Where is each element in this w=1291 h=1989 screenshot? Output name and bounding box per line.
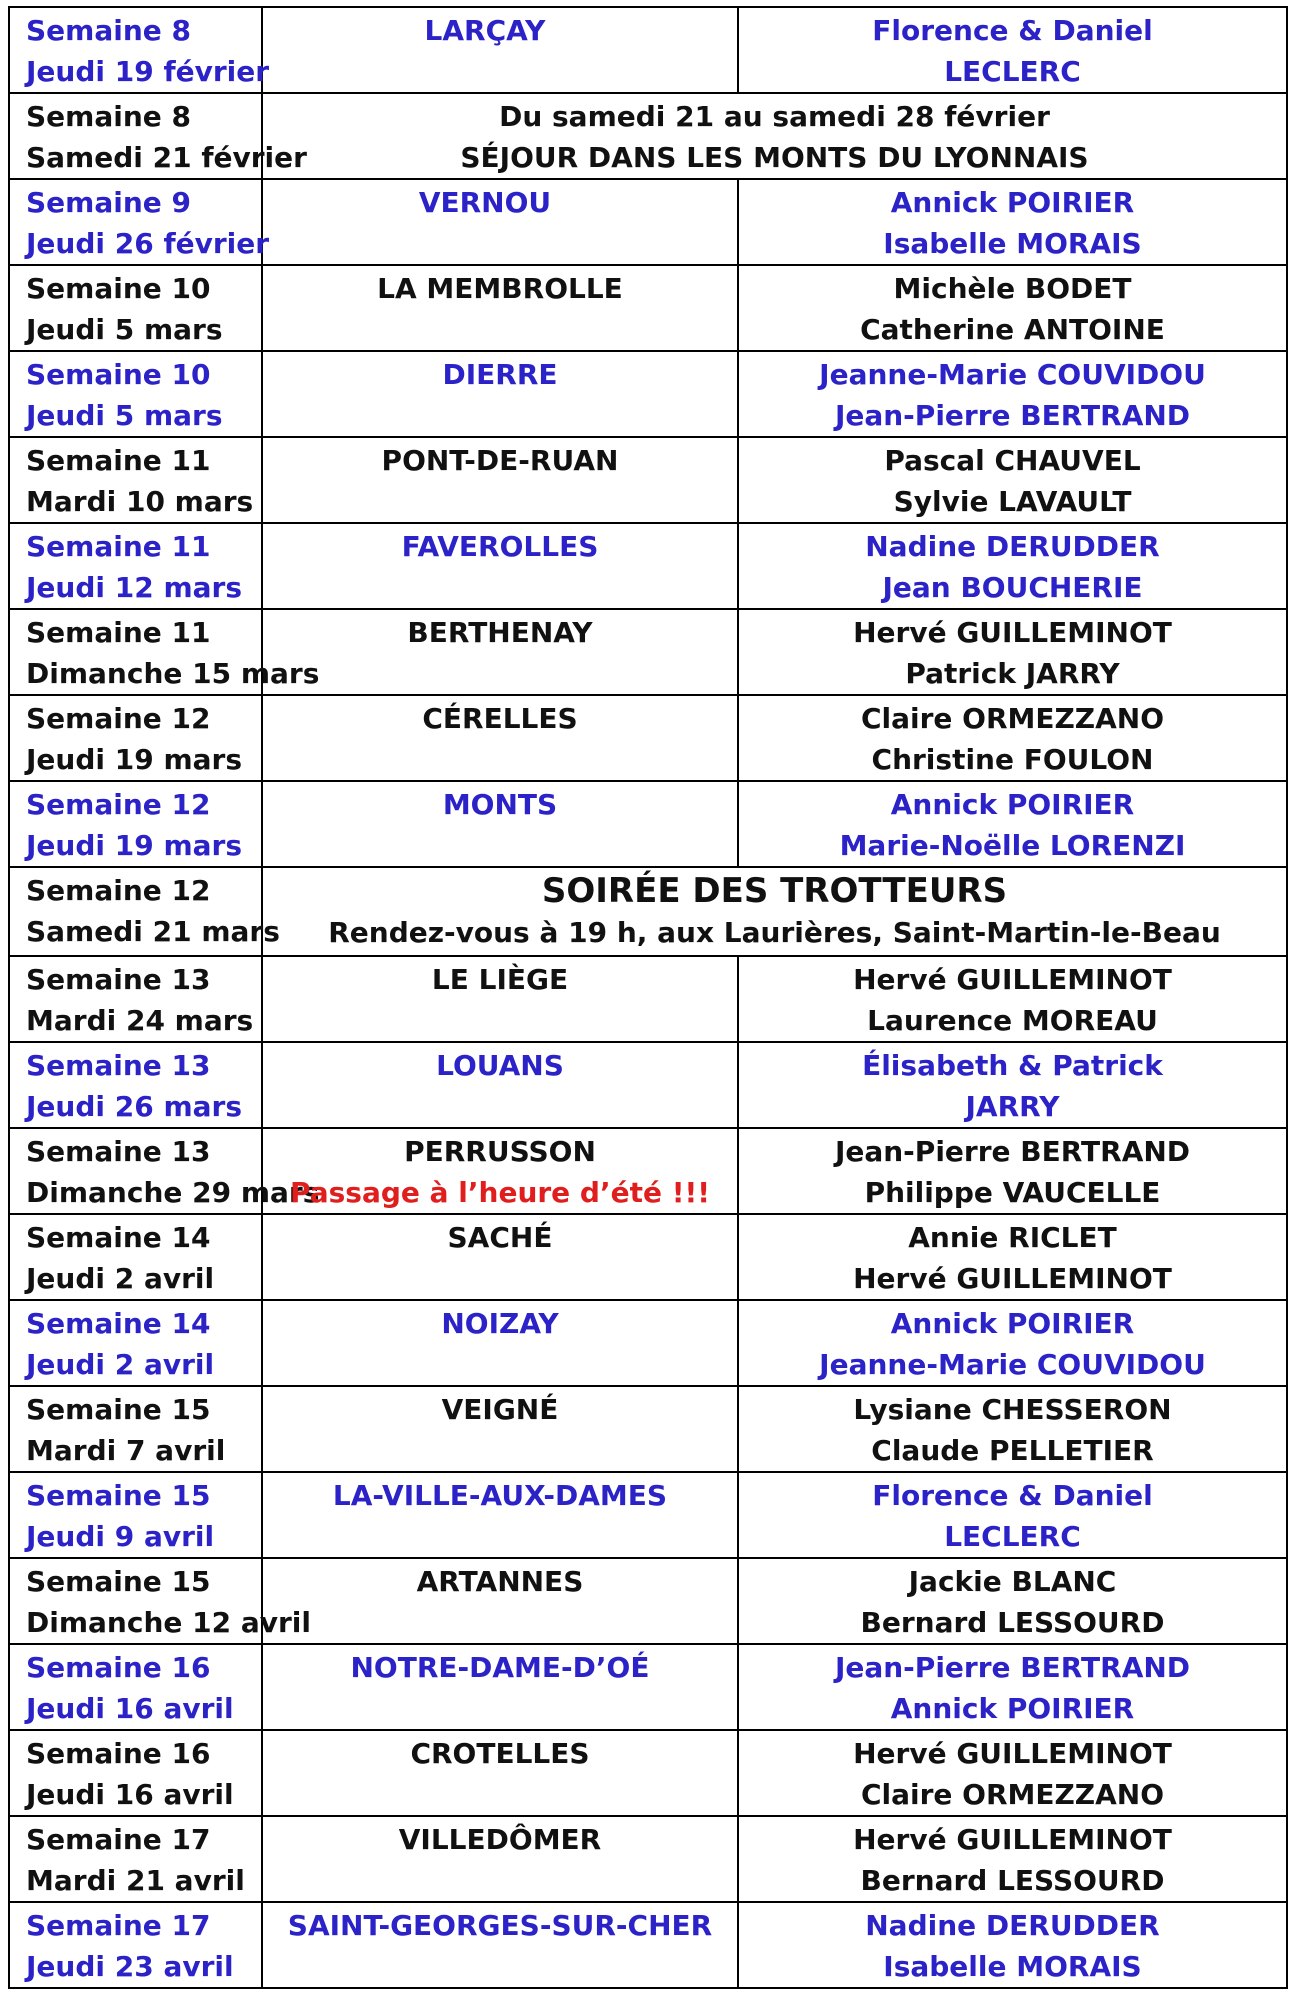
place-cell xyxy=(262,1300,738,1386)
day-label: Jeudi 5 mars xyxy=(26,313,223,346)
leaders-cell xyxy=(738,1214,1287,1300)
day-label: Mardi 10 mars xyxy=(26,485,254,518)
table-row xyxy=(9,179,1287,265)
leaders-cell xyxy=(738,351,1287,437)
leaders-cell xyxy=(738,1042,1287,1128)
place-cell xyxy=(262,1472,738,1558)
date-cell xyxy=(9,1128,320,1214)
leaders-cell xyxy=(738,265,1287,351)
table-row xyxy=(9,609,1287,695)
leader-name: Hervé GUILLEMINOT xyxy=(853,1262,1172,1295)
leader-name: Élisabeth & Patrick xyxy=(862,1049,1163,1082)
leader-name: Nadine DERUDDER xyxy=(865,1909,1160,1942)
leader-name: Bernard LESSOURD xyxy=(860,1864,1165,1897)
leaders-cell xyxy=(738,179,1287,265)
leader-name: Annick POIRIER xyxy=(890,186,1135,219)
day-label: Mardi 24 mars xyxy=(26,1004,254,1037)
day-label: Mardi 21 avril xyxy=(26,1864,245,1897)
event-cell xyxy=(262,93,1287,179)
place-name: LE LIÈGE xyxy=(431,963,569,996)
table-row xyxy=(9,265,1287,351)
date-cell xyxy=(9,1472,262,1558)
week-label: Semaine 13 xyxy=(26,1049,211,1082)
table-row xyxy=(9,1386,1287,1472)
place-name: PONT-DE-RUAN xyxy=(381,444,619,477)
leader-name: Marie-Noëlle LORENZI xyxy=(839,829,1186,862)
leader-name: Lysiane CHESSERON xyxy=(853,1393,1172,1426)
week-label: Semaine 8 xyxy=(26,14,191,47)
week-label: Semaine 16 xyxy=(26,1737,211,1770)
leader-name: Catherine ANTOINE xyxy=(860,313,1165,346)
date-cell xyxy=(9,867,280,956)
leaders-cell xyxy=(738,1386,1287,1472)
day-label: Jeudi 19 mars xyxy=(26,829,242,862)
leader-name: Annick POIRIER xyxy=(890,1692,1135,1725)
leader-name: Annick POIRIER xyxy=(890,1307,1135,1340)
place-cell xyxy=(262,1214,738,1300)
week-label: Semaine 17 xyxy=(26,1823,211,1856)
leaders-cell xyxy=(738,1300,1287,1386)
table-row xyxy=(9,1816,1287,1902)
event-title: SOIRÉE DES TROTTEURS xyxy=(541,871,1008,911)
date-cell xyxy=(9,609,320,695)
leader-name: Annick POIRIER xyxy=(890,788,1135,821)
week-label: Semaine 14 xyxy=(26,1221,211,1254)
place-name: DIERRE xyxy=(442,358,558,391)
leader-name: Annie RICLET xyxy=(908,1221,1117,1254)
table-row xyxy=(9,1558,1287,1644)
leader-name: Claire ORMEZZANO xyxy=(860,702,1165,735)
place-cell xyxy=(262,1558,738,1644)
day-label: Jeudi 19 février xyxy=(26,55,270,88)
place-cell xyxy=(262,956,738,1042)
event-title: SÉJOUR DANS LES MONTS DU LYONNAIS xyxy=(460,141,1089,174)
day-label: Jeudi 26 mars xyxy=(26,1090,242,1123)
table-row xyxy=(9,1214,1287,1300)
place-name: MONTS xyxy=(442,788,558,821)
table-row xyxy=(9,93,1287,179)
place-name: PERRUSSON xyxy=(404,1135,596,1168)
date-cell xyxy=(9,1386,262,1472)
date-cell xyxy=(9,1816,262,1902)
date-cell xyxy=(9,93,307,179)
table-row xyxy=(9,1300,1287,1386)
table-row xyxy=(9,523,1287,609)
week-label: Semaine 14 xyxy=(26,1307,211,1340)
date-cell xyxy=(9,179,270,265)
week-label: Semaine 12 xyxy=(26,702,211,735)
day-label: Dimanche 15 mars xyxy=(26,657,320,690)
week-label: Semaine 11 xyxy=(26,530,211,563)
place-cell xyxy=(262,1730,738,1816)
date-cell xyxy=(9,351,262,437)
place-name: VILLEDÔMER xyxy=(398,1823,602,1856)
leader-name: Jeanne-Marie COUVIDOU xyxy=(819,1348,1206,1381)
leader-name: JARRY xyxy=(965,1090,1060,1123)
day-label: Jeudi 12 mars xyxy=(26,571,242,604)
leader-name: Claire ORMEZZANO xyxy=(860,1778,1165,1811)
date-cell xyxy=(9,1902,262,1988)
leader-name: LECLERC xyxy=(944,1520,1081,1553)
place-cell xyxy=(262,1042,738,1128)
place-cell xyxy=(262,7,738,93)
table-row xyxy=(9,956,1287,1042)
leader-name: Patrick JARRY xyxy=(905,657,1120,690)
day-label: Jeudi 19 mars xyxy=(26,743,242,776)
table-row xyxy=(9,1042,1287,1128)
place-name: BERTHENAY xyxy=(407,616,593,649)
date-cell xyxy=(9,7,270,93)
table-row xyxy=(9,1472,1287,1558)
leaders-cell xyxy=(738,1128,1287,1214)
leaders-cell xyxy=(738,1644,1287,1730)
dst-warning-note: Passage à l’heure d’été !!! xyxy=(289,1176,711,1209)
week-label: Semaine 15 xyxy=(26,1479,211,1512)
day-label: Jeudi 16 avril xyxy=(26,1692,234,1725)
day-label: Jeudi 16 avril xyxy=(26,1778,234,1811)
day-label: Dimanche 12 avril xyxy=(26,1606,311,1639)
leader-name: LECLERC xyxy=(944,55,1081,88)
date-cell xyxy=(9,1730,262,1816)
leaders-cell xyxy=(738,437,1287,523)
place-name: LOUANS xyxy=(436,1049,564,1082)
leader-name: Jean-Pierre BERTRAND xyxy=(834,1135,1191,1168)
place-cell xyxy=(262,351,738,437)
event-dates: Du samedi 21 au samedi 28 février xyxy=(499,100,1050,133)
leader-name: Jean-Pierre BERTRAND xyxy=(834,1651,1191,1684)
leaders-cell xyxy=(738,695,1287,781)
leader-name: Pascal CHAUVEL xyxy=(884,444,1141,477)
week-label: Semaine 11 xyxy=(26,616,211,649)
leader-name: Jean BOUCHERIE xyxy=(882,571,1143,604)
leader-name: Isabelle MORAIS xyxy=(883,1950,1142,1983)
table-row xyxy=(9,1730,1287,1816)
date-cell xyxy=(9,956,262,1042)
place-name: CROTELLES xyxy=(410,1737,590,1770)
date-cell xyxy=(9,695,262,781)
place-name: SACHÉ xyxy=(447,1221,553,1254)
place-name: VERNOU xyxy=(418,186,552,219)
day-label: Mardi 7 avril xyxy=(26,1434,226,1467)
date-cell xyxy=(9,265,262,351)
table-row xyxy=(9,867,1287,956)
place-name: SAINT-GEORGES-SUR-CHER xyxy=(287,1909,713,1942)
place-cell xyxy=(262,1902,738,1988)
place-name: VEIGNÉ xyxy=(441,1393,559,1426)
schedule-table xyxy=(8,6,1288,1989)
place-cell xyxy=(262,695,738,781)
week-label: Semaine 16 xyxy=(26,1651,211,1684)
table-row xyxy=(9,781,1287,867)
date-cell xyxy=(9,781,262,867)
leader-name: Isabelle MORAIS xyxy=(883,227,1142,260)
event-cell xyxy=(262,867,1287,956)
leader-name: Hervé GUILLEMINOT xyxy=(853,616,1172,649)
leaders-cell xyxy=(738,1902,1287,1988)
leaders-cell xyxy=(738,1558,1287,1644)
leaders-cell xyxy=(738,609,1287,695)
week-label: Semaine 12 xyxy=(26,874,211,907)
leaders-cell xyxy=(738,1816,1287,1902)
leader-name: Nadine DERUDDER xyxy=(865,530,1160,563)
week-label: Semaine 13 xyxy=(26,1135,211,1168)
leader-name: Hervé GUILLEMINOT xyxy=(853,963,1172,996)
day-label: Dimanche 29 mars xyxy=(26,1176,320,1209)
week-label: Semaine 15 xyxy=(26,1565,211,1598)
leader-name: Hervé GUILLEMINOT xyxy=(853,1737,1172,1770)
leader-name: Michèle BODET xyxy=(893,272,1132,305)
leaders-cell xyxy=(738,1472,1287,1558)
leader-name: Bernard LESSOURD xyxy=(860,1606,1165,1639)
leaders-cell xyxy=(738,956,1287,1042)
leaders-cell xyxy=(738,781,1287,867)
date-cell xyxy=(9,1214,262,1300)
leader-name: Jackie BLANC xyxy=(908,1565,1117,1598)
place-name: FAVEROLLES xyxy=(401,530,599,563)
week-label: Semaine 10 xyxy=(26,272,211,305)
day-label: Jeudi 26 février xyxy=(26,227,270,260)
date-cell xyxy=(9,1644,262,1730)
week-label: Semaine 11 xyxy=(26,444,211,477)
place-cell xyxy=(262,781,738,867)
week-label: Semaine 8 xyxy=(26,100,191,133)
event-details: Rendez-vous à 19 h, aux Laurières, Saint-Martin-le-Beau xyxy=(328,916,1221,949)
table-row xyxy=(9,7,1287,93)
place-name: LA MEMBROLLE xyxy=(377,272,623,305)
leader-name: Claude PELLETIER xyxy=(871,1434,1154,1467)
place-cell xyxy=(262,437,738,523)
table-row xyxy=(9,437,1287,523)
place-cell xyxy=(262,179,738,265)
week-label: Semaine 13 xyxy=(26,963,211,996)
leader-name: Laurence MOREAU xyxy=(867,1004,1158,1037)
leader-name: Florence & Daniel xyxy=(872,14,1153,47)
place-name: NOTRE-DAME-D’OÉ xyxy=(350,1651,650,1684)
day-label: Jeudi 9 avril xyxy=(26,1520,215,1553)
leader-name: Sylvie LAVAULT xyxy=(893,485,1132,518)
leader-name: Christine FOULON xyxy=(871,743,1154,776)
date-cell xyxy=(9,1300,262,1386)
day-label: Jeudi 2 avril xyxy=(26,1262,215,1295)
date-cell xyxy=(9,1558,311,1644)
place-cell xyxy=(262,265,738,351)
place-name: ARTANNES xyxy=(416,1565,584,1598)
table-row xyxy=(9,351,1287,437)
place-cell xyxy=(262,609,738,695)
place-name: CÉRELLES xyxy=(422,702,578,735)
place-cell xyxy=(262,1644,738,1730)
week-label: Semaine 15 xyxy=(26,1393,211,1426)
week-label: Semaine 12 xyxy=(26,788,211,821)
table-row xyxy=(9,1902,1287,1988)
table-row xyxy=(9,1644,1287,1730)
leader-name: Jeanne-Marie COUVIDOU xyxy=(819,358,1206,391)
day-label: Jeudi 5 mars xyxy=(26,399,223,432)
place-cell xyxy=(262,523,738,609)
leader-name: Hervé GUILLEMINOT xyxy=(853,1823,1172,1856)
leaders-cell xyxy=(738,7,1287,93)
date-cell xyxy=(9,437,262,523)
place-cell xyxy=(262,1816,738,1902)
table-row xyxy=(9,695,1287,781)
leaders-cell xyxy=(738,523,1287,609)
week-label: Semaine 17 xyxy=(26,1909,211,1942)
week-label: Semaine 9 xyxy=(26,186,191,219)
leader-name: Philippe VAUCELLE xyxy=(864,1176,1161,1209)
leader-name: Jean-Pierre BERTRAND xyxy=(834,399,1191,432)
leader-name: Florence & Daniel xyxy=(872,1479,1153,1512)
place-name: NOIZAY xyxy=(441,1307,559,1340)
date-cell xyxy=(9,1042,262,1128)
table-row xyxy=(9,1128,1287,1214)
place-name: LARÇAY xyxy=(424,14,546,47)
day-label: Samedi 21 février xyxy=(26,141,307,174)
week-label: Semaine 10 xyxy=(26,358,211,391)
day-label: Jeudi 2 avril xyxy=(26,1348,215,1381)
date-cell xyxy=(9,523,262,609)
leaders-cell xyxy=(738,1730,1287,1816)
day-label: Samedi 21 mars xyxy=(26,915,280,948)
place-name: LA-VILLE-AUX-DAMES xyxy=(332,1479,668,1512)
day-label: Jeudi 23 avril xyxy=(26,1950,234,1983)
place-cell xyxy=(262,1128,738,1214)
place-cell xyxy=(262,1386,738,1472)
